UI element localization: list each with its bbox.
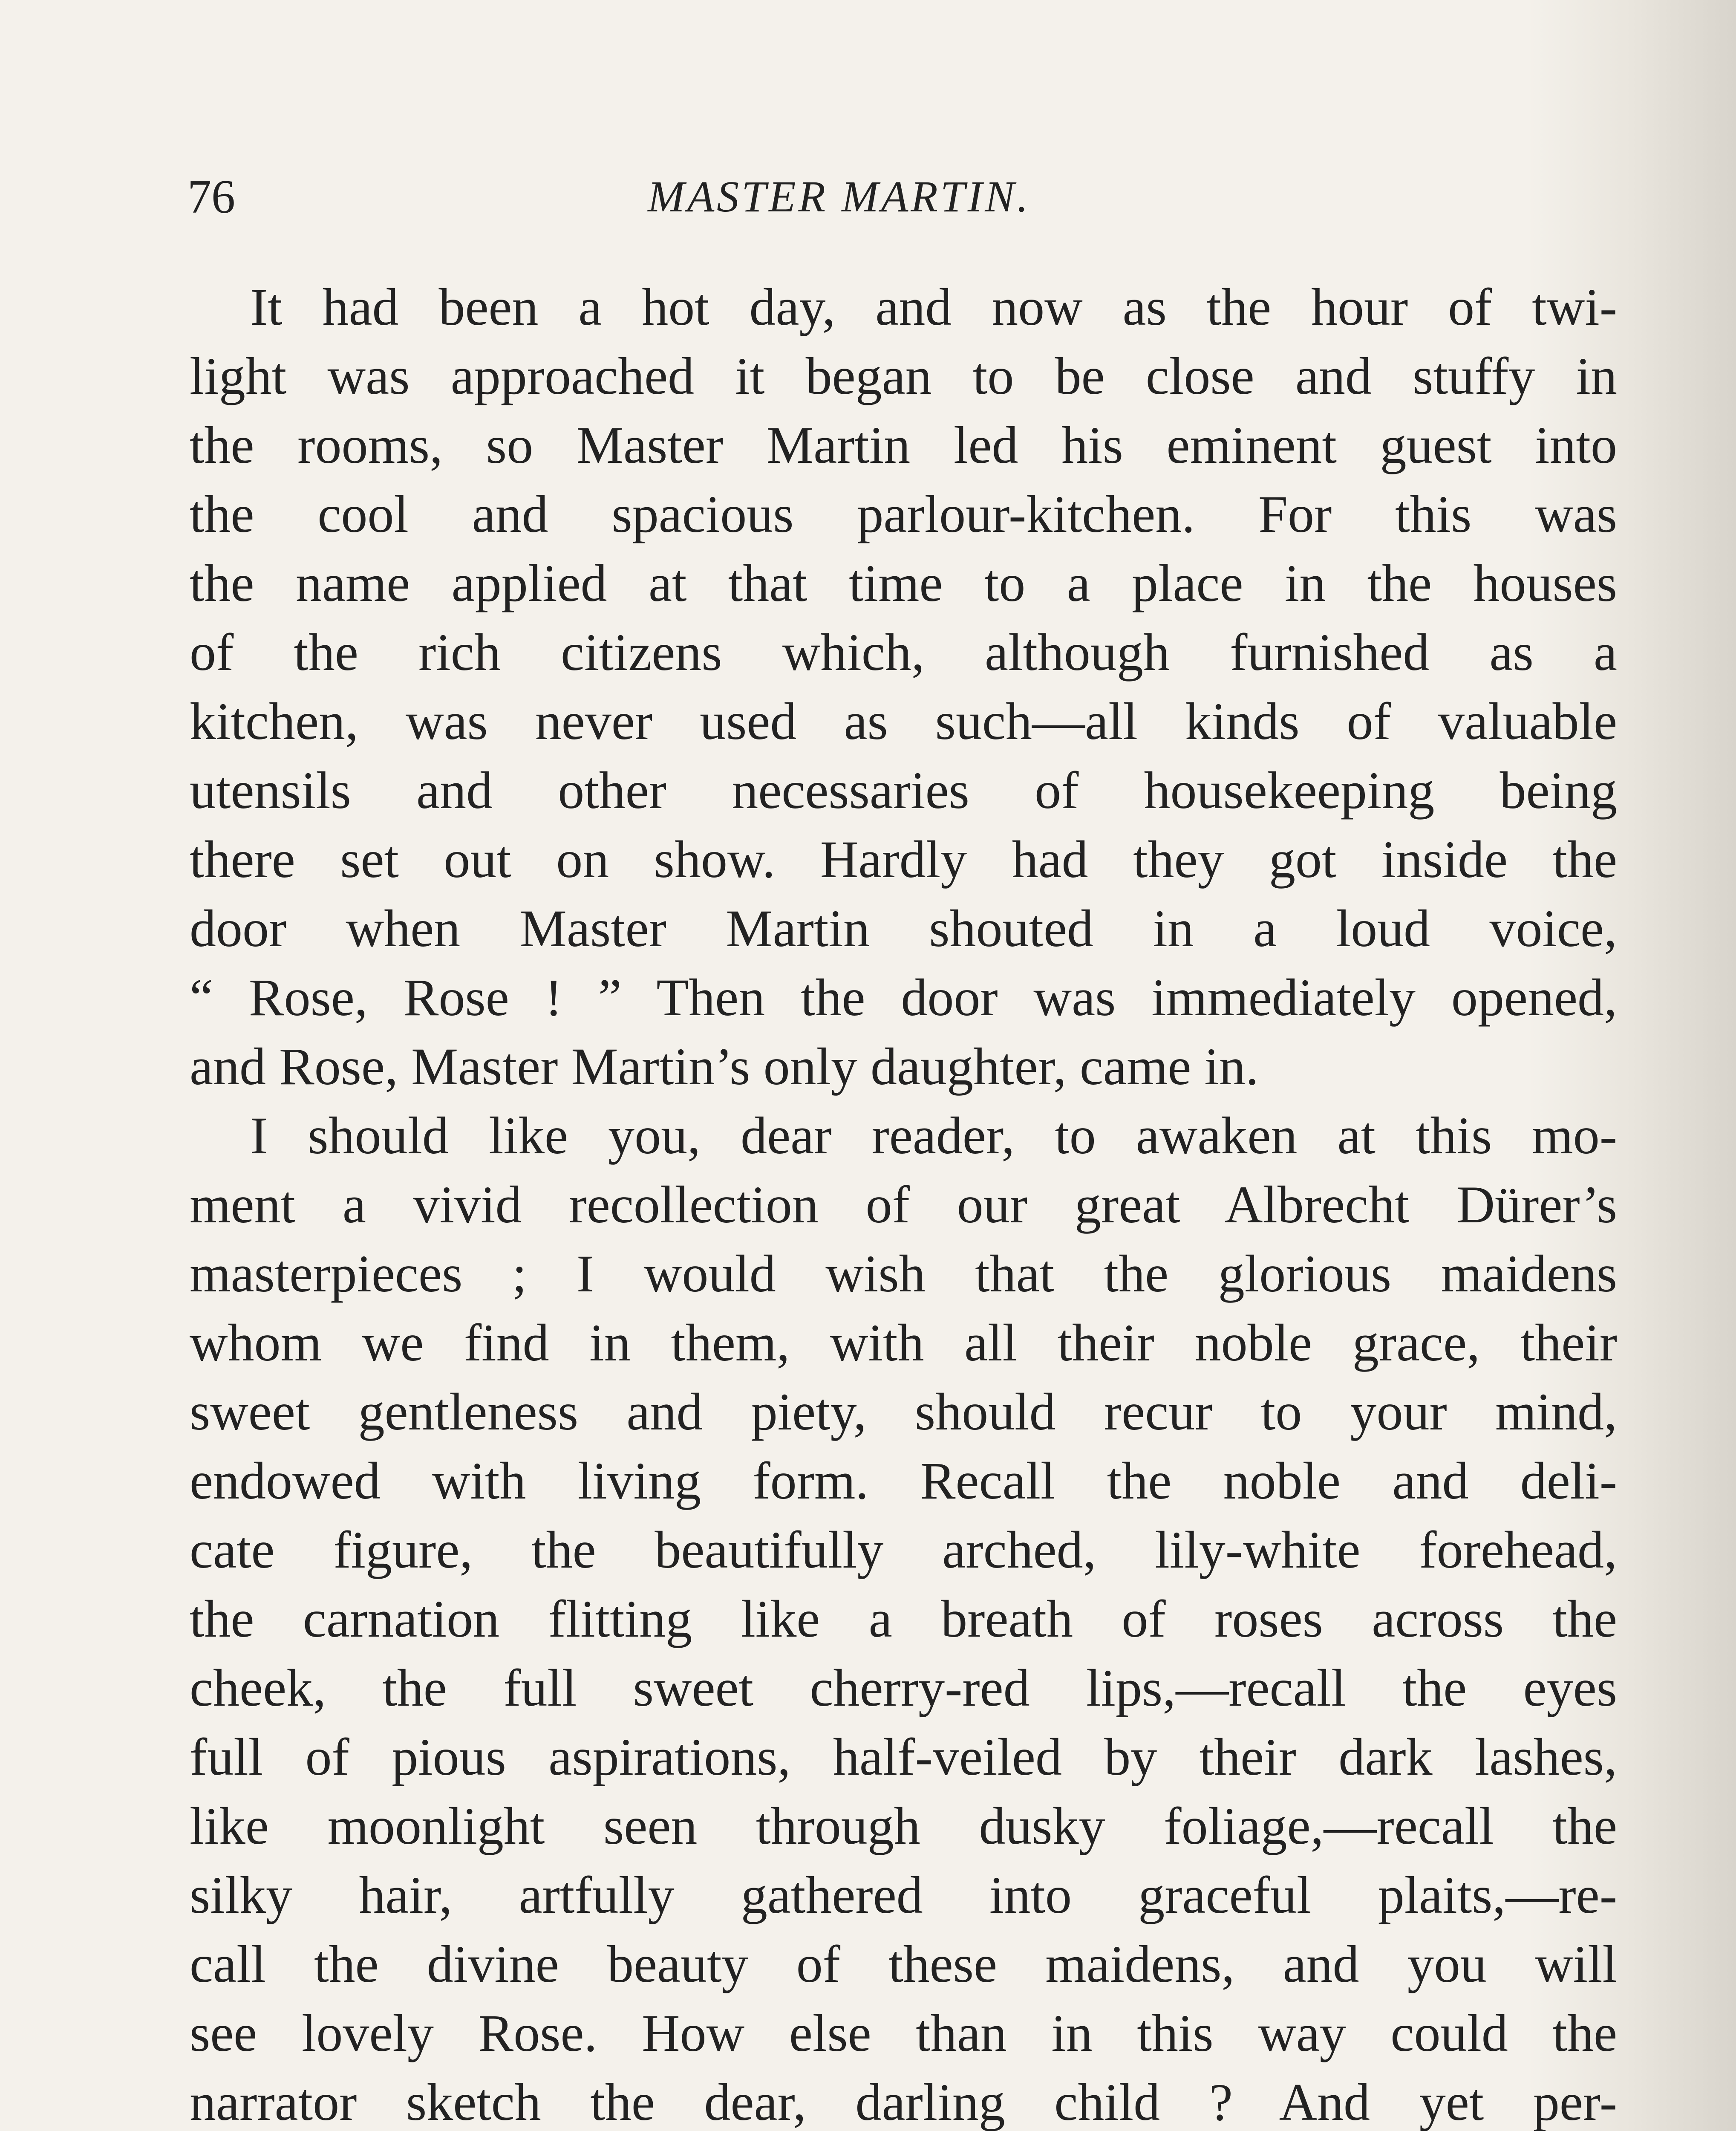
- text-line: there set out on show. Hardly had they got inside the: [190, 830, 1617, 889]
- text-line: of the rich citizens which, although furnished as a: [190, 623, 1617, 681]
- text-line: cate figure, the beautifully arched, lily-white forehead,: [190, 1521, 1617, 1579]
- text-line: narrator sketch the dear, darling child ? And yet per-: [190, 2073, 1617, 2131]
- text-line: the cool and spacious parlour-kitchen. For this was: [190, 485, 1617, 543]
- text-line: light was approached it began to be close and stuffy in: [190, 347, 1617, 405]
- text-line: call the divine beauty of these maidens, and you will: [190, 1935, 1617, 1993]
- page-header: [187, 167, 1611, 227]
- text-line: like moonlight seen through dusky foliage,—recall the: [190, 1797, 1617, 1855]
- text-line: ment a vivid recollection of our great Albrecht Dürer’s: [190, 1175, 1617, 1234]
- text-line: see lovely Rose. How else than in this way could the: [190, 2004, 1617, 2062]
- text-line: endowed with living form. Recall the noble and deli-: [190, 1452, 1617, 1510]
- text-line: “ Rose, Rose ! ” Then the door was immediately opened,: [190, 968, 1617, 1027]
- body-text: [190, 273, 1617, 2131]
- running-head: MASTER MARTIN.: [648, 172, 1031, 221]
- text-line: utensils and other necessaries of housekeeping being: [190, 761, 1617, 820]
- text-line: the name applied at that time to a place in the houses: [190, 554, 1617, 612]
- text-line: It had been a hot day, and now as the hour of twi-: [250, 278, 1617, 336]
- page-number: 76: [187, 170, 235, 223]
- text-line: I should like you, dear reader, to awaken at this mo-: [250, 1106, 1617, 1165]
- text-line: full of pious aspirations, half-veiled by their dark lashes,: [190, 1728, 1617, 1786]
- text-line: sweet gentleness and piety, should recur to your mind,: [190, 1383, 1617, 1441]
- text-line: the rooms, so Master Martin led his eminent guest into: [190, 416, 1617, 474]
- text-line: the carnation flitting like a breath of roses across the: [190, 1590, 1617, 1648]
- text-line: door when Master Martin shouted in a loud voice,: [190, 899, 1617, 958]
- text-line: kitchen, was never used as such—all kinds of valuable: [190, 692, 1617, 751]
- text-line: whom we find in them, with all their noble grace, their: [190, 1314, 1617, 1372]
- text-line: masterpieces ; I would wish that the glorious maidens: [190, 1245, 1617, 1303]
- text-line: and Rose, Master Martin’s only daughter, came in.: [190, 1037, 1259, 1096]
- text-line: silky hair, artfully gathered into graceful plaits,—re-: [190, 1866, 1617, 1924]
- text-line: cheek, the full sweet cherry-red lips,—recall the eyes: [190, 1659, 1617, 1717]
